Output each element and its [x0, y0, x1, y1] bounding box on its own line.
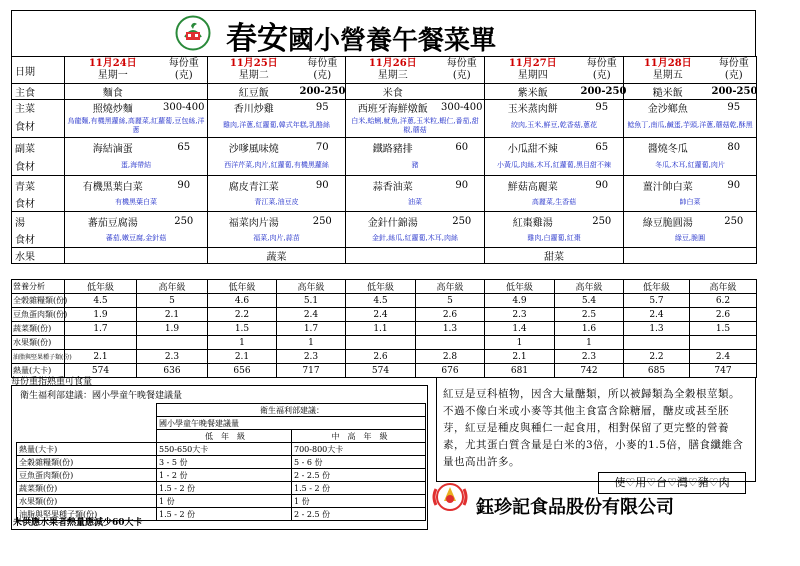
day-5-main-qty: 95 — [712, 100, 757, 116]
nutrition-value: 742 — [555, 364, 624, 378]
nutrition-value: 1 — [485, 336, 555, 350]
rec-col-low: 低 年 級 — [157, 430, 292, 443]
nutrition-value: 717 — [277, 364, 346, 378]
nutrition-value: 2.1 — [208, 350, 277, 364]
day-4-date-cell — [485, 57, 581, 84]
fruit-label: 水果 — [12, 247, 65, 263]
day-3-veg-ingredients: 油菜 — [346, 195, 485, 211]
day-3-soup-qty: 250 — [440, 211, 485, 231]
day-1-weekday: 星期一 — [97, 70, 128, 81]
weight-unit: (克) — [313, 70, 332, 81]
grade-low-head: 低年級 — [208, 280, 277, 294]
main-dish-row — [12, 100, 757, 116]
recommendation-high: 700-800大卡 — [292, 443, 426, 456]
nutrition-value: 1.9 — [65, 308, 137, 322]
day-5-side-ingredients: 冬瓜,木耳,紅蘿蔔,肉片 — [624, 157, 757, 175]
nutrition-value — [346, 336, 416, 350]
recommendation-high: 5 - 6 份 — [292, 456, 426, 469]
day-1-fruit — [65, 247, 208, 263]
recommendation-low: 3 - 5 份 — [157, 456, 292, 469]
weight-label: 每份重 — [446, 58, 477, 69]
recommendation-label: 熱量(大卡) — [17, 443, 157, 456]
day-5-fruit — [624, 247, 757, 263]
nutrition-value: 1.1 — [346, 322, 416, 336]
nutrition-value: 2.3 — [277, 350, 346, 364]
nutrition-value: 676 — [416, 364, 485, 378]
day-1-staple: 麵食 — [65, 84, 161, 100]
taiwan-pork-badge: 使♡用♡台♡灣♡豬♡肉 — [598, 472, 746, 494]
nutrition-value — [137, 336, 208, 350]
ingredients-label: 食材 — [12, 115, 65, 137]
title-school-name: 春安 — [226, 21, 288, 57]
weight-label: 每份重 — [168, 58, 199, 69]
veg-label: 青菜 — [12, 175, 65, 195]
day-5-soup-qty: 250 — [712, 211, 757, 231]
nutrition-row-label: 油脂與堅果種子類(份) — [12, 350, 65, 364]
day-5-staple-qty: 200-250 — [712, 84, 757, 100]
day-5-main-ingredients: 鯰魚丁,南瓜,鹹蛋,芋頭,洋蔥,蘑菇乾,酥黑 — [624, 115, 757, 137]
weight-label: 每份重 — [718, 58, 749, 69]
nutrition-value: 5.4 — [555, 294, 624, 308]
recommendation-low: 1.5 - 2 份 — [157, 482, 292, 495]
day-3-soup-dish: 金針什錦湯 — [346, 211, 440, 231]
rec-sub-title-2: 國小學童午晚餐建議量 — [157, 417, 426, 430]
day-2-veg-ingredients: 青江菜,油豆皮 — [208, 195, 346, 211]
recommendation-low: 1 - 2 份 — [157, 469, 292, 482]
day-4-staple: 紫米飯 — [485, 84, 581, 100]
nutrition-row — [12, 336, 757, 350]
recommendation-footer: 未供應水果者熱量應減少60大卡 — [13, 518, 143, 528]
day-2-veg-dish: 腐皮青江菜 — [208, 175, 300, 195]
veg-dish-row — [12, 175, 757, 195]
nutrition-value: 2.8 — [416, 350, 485, 364]
nutrition-value: 2.1 — [485, 350, 555, 364]
day-4-main-qty: 95 — [581, 100, 624, 116]
recommendation-low: 550-650大卡 — [157, 443, 292, 456]
day-1-main-ingredients: 烏龍麵,有機黑蘿絲,高麗菜,紅蘿蔔,豆包絲,洋蔥 — [65, 115, 208, 137]
main-label: 主菜 — [12, 100, 65, 116]
day-2-fruit: 蔬菜 — [208, 247, 346, 263]
day-5-veg-ingredients: 帥白菜 — [624, 195, 757, 211]
weight-label: 每份重 — [307, 58, 338, 69]
day-4-main-ingredients: 絞肉,玉米,鮮豆,乾香菇,蔥花 — [485, 115, 624, 137]
nutrition-value: 1 — [277, 336, 346, 350]
day-4-veg-ingredients: 高麗菜,生香菇 — [485, 195, 624, 211]
nutrition-row-label: 熱量(大卡) — [12, 364, 65, 378]
soup-dish-row — [12, 211, 757, 231]
fruit-row — [12, 247, 757, 263]
day-3-main-dish: 西班牙海鮮燉飯 — [346, 100, 440, 116]
day-3-staple-qty — [440, 84, 485, 100]
ingredients-label: 食材 — [12, 157, 65, 175]
ingredients-label: 食材 — [12, 195, 65, 211]
day-4-fruit: 甜菜 — [485, 247, 624, 263]
nutrition-row — [12, 308, 757, 322]
nutrition-value: 5.7 — [624, 294, 690, 308]
day-1-soup-dish: 蕃茄豆腐湯 — [65, 211, 161, 231]
recommendation-high: 1 份 — [292, 495, 426, 508]
day-1-veg-dish: 有機黑葉白菜 — [65, 175, 161, 195]
nutrition-row — [12, 364, 757, 378]
day-1-soup-ingredients: 蕃茄,嫩豆腐,金針菇 — [65, 231, 208, 247]
day-3-veg-qty: 90 — [440, 175, 485, 195]
nutrition-value: 1 — [555, 336, 624, 350]
title-text: 國小營養午餐菜單 — [288, 26, 497, 56]
side-ingredients-row — [12, 157, 757, 175]
nutrition-value: 2.4 — [277, 308, 346, 322]
nutrition-value — [416, 336, 485, 350]
recommendation-label: 全穀雜糧類(份) — [17, 456, 157, 469]
day-1-date-cell — [65, 57, 161, 84]
day-3-main-ingredients: 白米,蛤蜊,魷魚,洋蔥,玉米粒,蝦仁,番茄,甜椒,蘑菇 — [346, 115, 485, 137]
day-3-weight-head — [440, 57, 485, 84]
day-1-veg-ingredients: 有機黑葉白菜 — [65, 195, 208, 211]
nutrition-value — [65, 336, 137, 350]
nutrition-value: 5 — [137, 294, 208, 308]
nutrition-value: 1.7 — [277, 322, 346, 336]
day-3-staple: 米食 — [346, 84, 440, 100]
rec-col-high: 中 高 年 級 — [292, 430, 426, 443]
nutrition-header-row — [12, 280, 757, 294]
nutrition-row-label: 豆魚蛋肉類(份) — [12, 308, 65, 322]
day-4-weight-head — [581, 57, 624, 84]
staple-label: 主食 — [12, 84, 65, 100]
day-3-side-qty: 60 — [440, 137, 485, 157]
day-3-soup-ingredients: 金針,絲瓜,紅蘿蔔,木耳,肉絲 — [346, 231, 485, 247]
recommendation-low: 1.5 - 2 份 — [157, 508, 292, 521]
nutrition-value: 2.3 — [137, 350, 208, 364]
grade-high-head: 高年級 — [277, 280, 346, 294]
day-4-side-ingredients: 小黃瓜,肉絲,木耳,紅蘿蔔,黑目甜不辣 — [485, 157, 624, 175]
weight-unit: (克) — [452, 70, 471, 81]
side-label: 副菜 — [12, 137, 65, 157]
day-2-side-ingredients: 西洋芹菜,肉片,紅蘿蔔,有機黑蘿絲 — [208, 157, 346, 175]
day-4-date: 11月27日 — [508, 58, 557, 69]
day-3-date: 11月26日 — [368, 58, 417, 69]
grade-high-head: 高年級 — [555, 280, 624, 294]
nutrition-value: 747 — [690, 364, 757, 378]
day-2-soup-ingredients: 福菜,肉片,蒜苗 — [208, 231, 346, 247]
day-4-veg-dish: 鮮菇高麗菜 — [485, 175, 581, 195]
red-bean-note: 紅豆是豆科植物，因含大量醣類，所以被歸類為全穀根莖類。不過不像白米或小麥等其他主食富含除糖層，醣皮或甚至胚芽，紅豆是種皮與種仁一起食用，相對保留了更完整的營養素，尤其蛋白質含量是白米的3倍，小麥的1.5倍，膳食纖維含量也高出許多。 — [436, 377, 756, 482]
day-2-veg-qty: 90 — [300, 175, 346, 195]
recommendation-box — [11, 385, 428, 530]
nutrition-value: 2.1 — [137, 308, 208, 322]
weekly-menu-table — [11, 56, 757, 264]
day-4-soup-qty: 250 — [581, 211, 624, 231]
soup-ingredients-row — [12, 231, 757, 247]
recommendation-row — [17, 443, 426, 456]
recommendation-high: 2 - 2.5 份 — [292, 469, 426, 482]
grade-low-head: 低年級 — [485, 280, 555, 294]
day-2-main-dish: 香川炒雞 — [208, 100, 300, 116]
day-1-staple-qty — [161, 84, 208, 100]
day-3-fruit — [346, 247, 485, 263]
ingredients-label: 食材 — [12, 231, 65, 247]
day-1-side-dish: 海結滷蛋 — [65, 137, 161, 157]
nutrition-value: 2.6 — [346, 350, 416, 364]
day-5-soup-dish: 綠豆脆圓湯 — [624, 211, 712, 231]
day-2-soup-dish: 福菜肉片湯 — [208, 211, 300, 231]
nutrition-value: 1.5 — [690, 322, 757, 336]
nutrition-row-label: 全榖雜糧類(份) — [12, 294, 65, 308]
day-5-date: 11月28日 — [643, 58, 692, 69]
day-4-soup-dish: 紅棗雞湯 — [485, 211, 581, 231]
nutrition-value: 1.5 — [208, 322, 277, 336]
recommendation-table — [16, 403, 426, 521]
day-4-weekday: 星期四 — [517, 70, 548, 81]
day-1-main-qty: 300-400 — [161, 100, 208, 116]
recommendation-row — [17, 469, 426, 482]
nutrition-value: 2.2 — [624, 350, 690, 364]
page-title — [226, 13, 496, 58]
rec-blank — [17, 430, 157, 443]
nutrition-value: 1.3 — [624, 322, 690, 336]
rec-blank — [17, 417, 157, 430]
day-2-side-qty: 70 — [300, 137, 346, 157]
nutrition-value: 1 — [208, 336, 277, 350]
nutrition-value: 1.6 — [555, 322, 624, 336]
day-5-veg-dish: 薑汁帥白菜 — [624, 175, 712, 195]
nutrition-value: 2.4 — [346, 308, 416, 322]
main-ingredients-row — [12, 115, 757, 137]
nutrition-value: 5 — [416, 294, 485, 308]
nutrition-value: 685 — [624, 364, 690, 378]
day-4-veg-qty: 90 — [581, 175, 624, 195]
day-2-staple: 紅豆飯 — [208, 84, 300, 100]
recommendation-label: 油脂與堅果種子類(份) — [17, 508, 157, 521]
staple-row — [12, 84, 757, 100]
day-1-weight-head — [161, 57, 208, 84]
rec-blank — [17, 404, 157, 417]
grade-high-head: 高年級 — [137, 280, 208, 294]
day-5-main-dish: 金沙鄉魚 — [624, 100, 712, 116]
recommendation-high: 2 - 2.5 份 — [292, 508, 426, 521]
nutrition-value: 1.3 — [416, 322, 485, 336]
nutrition-value: 681 — [485, 364, 555, 378]
day-4-staple-qty: 200-250 — [581, 84, 624, 100]
menu-page — [11, 10, 756, 530]
day-1-main-dish: 照燒炒麵 — [65, 100, 161, 116]
nutrition-value: 2.4 — [690, 350, 757, 364]
nutrition-value: 1.4 — [485, 322, 555, 336]
day-2-staple-qty: 200-250 — [300, 84, 346, 100]
nutrition-row-label: 蔬菜類(份) — [12, 322, 65, 336]
nutrition-value: 2.6 — [416, 308, 485, 322]
day-4-side-qty: 65 — [581, 137, 624, 157]
day-5-soup-ingredients: 綠豆,脆圓 — [624, 231, 757, 247]
recommendation-label: 蔬菜類(份) — [17, 482, 157, 495]
weight-unit: (克) — [174, 70, 193, 81]
day-1-date: 11月24日 — [88, 58, 137, 69]
weight-unit: (克) — [724, 70, 743, 81]
day-5-date-cell — [624, 57, 712, 84]
company-name: 鈺珍記食品股份有限公司 — [476, 497, 674, 518]
school-logo-icon — [175, 15, 211, 51]
nutrition-value: 6.2 — [690, 294, 757, 308]
nutrition-table — [11, 279, 757, 378]
menu-header — [11, 10, 756, 56]
nutrition-row-label: 水果類(份) — [12, 336, 65, 350]
day-2-main-qty: 95 — [300, 100, 346, 116]
nutrition-value: 5.1 — [277, 294, 346, 308]
rec-sub-title-1: 衛生福利部建議： — [157, 404, 426, 417]
day-5-veg-qty: 90 — [712, 175, 757, 195]
recommendation-label: 水果類(份) — [17, 495, 157, 508]
nutrition-value: 2.2 — [208, 308, 277, 322]
day-1-veg-qty: 90 — [161, 175, 208, 195]
day-3-date-cell — [346, 57, 440, 84]
nutrition-value — [690, 336, 757, 350]
company-logo-icon — [428, 479, 472, 515]
nutrition-value: 4.6 — [208, 294, 277, 308]
nutrition-row — [12, 350, 757, 364]
nutrition-value: 1.9 — [137, 322, 208, 336]
day-3-veg-dish: 蒜香油菜 — [346, 175, 440, 195]
day-2-date: 11月25日 — [229, 58, 278, 69]
nutrition-row — [12, 322, 757, 336]
portion-tip: 每份重指熟重可食量 — [11, 377, 93, 387]
soup-label: 湯 — [12, 211, 65, 231]
day-3-weekday: 星期三 — [377, 70, 408, 81]
recommendation-high: 1.5 - 2 份 — [292, 482, 426, 495]
day-2-soup-qty: 250 — [300, 211, 346, 231]
grade-low-head: 低年級 — [624, 280, 690, 294]
nutrition-value: 2.6 — [690, 308, 757, 322]
date-row — [12, 57, 757, 84]
date-label: 日期 — [12, 57, 65, 84]
nutrition-value: 1.7 — [65, 322, 137, 336]
nutrition-header-label: 營養分析 — [12, 280, 65, 294]
nutrition-value: 4.5 — [346, 294, 416, 308]
nutrition-value: 4.5 — [65, 294, 137, 308]
nutrition-value: 2.1 — [65, 350, 137, 364]
grade-high-head: 高年級 — [416, 280, 485, 294]
recommendation-row — [17, 482, 426, 495]
day-5-side-qty: 80 — [712, 137, 757, 157]
day-3-main-qty: 300-400 — [440, 100, 485, 116]
day-2-weight-head — [300, 57, 346, 84]
nutrition-row — [12, 294, 757, 308]
weight-unit: (克) — [592, 70, 611, 81]
day-4-side-dish: 小瓜甜不辣 — [485, 137, 581, 157]
day-3-side-ingredients: 豬 — [346, 157, 485, 175]
veg-ingredients-row — [12, 195, 757, 211]
grade-low-head: 低年級 — [346, 280, 416, 294]
day-2-weekday: 星期二 — [238, 70, 269, 81]
day-1-soup-qty: 250 — [161, 211, 208, 231]
nutrition-value: 2.5 — [555, 308, 624, 322]
day-5-weekday: 星期五 — [652, 70, 683, 81]
grade-high-head: 高年級 — [690, 280, 757, 294]
day-1-side-ingredients: 蛋,海帶結 — [65, 157, 208, 175]
nutrition-value: 574 — [346, 364, 416, 378]
weight-label: 每份重 — [586, 58, 617, 69]
day-4-soup-ingredients: 雞肉,白蘿蔔,紅棗 — [485, 231, 624, 247]
day-5-weight-head — [712, 57, 757, 84]
day-2-side-dish: 沙嗲風味燒 — [208, 137, 300, 157]
day-5-staple: 糙米飯 — [624, 84, 712, 100]
day-5-side-dish: 醬燒冬瓜 — [624, 137, 712, 157]
day-4-main-dish: 玉米蒸肉餅 — [485, 100, 581, 116]
nutrition-value: 2.3 — [485, 308, 555, 322]
nutrition-value: 636 — [137, 364, 208, 378]
recommendation-label: 豆魚蛋肉類(份) — [17, 469, 157, 482]
nutrition-value: 2.3 — [555, 350, 624, 364]
recommendation-row — [17, 495, 426, 508]
recommendation-low: 1 份 — [157, 495, 292, 508]
day-3-side-dish: 鐵路豬排 — [346, 137, 440, 157]
nutrition-value — [624, 336, 690, 350]
day-2-date-cell — [208, 57, 300, 84]
nutrition-value: 656 — [208, 364, 277, 378]
day-2-main-ingredients: 雞肉,洋蔥,紅蘿蔔,韓式年糕,乳酪絲 — [208, 115, 346, 137]
recommendation-row — [17, 456, 426, 469]
day-1-side-qty: 65 — [161, 137, 208, 157]
nutrition-value: 574 — [65, 364, 137, 378]
grade-low-head: 低年級 — [65, 280, 137, 294]
recommendation-heading: 衛生福利部建議：國小學童午晚餐建議量 — [20, 391, 183, 401]
side-dish-row — [12, 137, 757, 157]
nutrition-value: 4.9 — [485, 294, 555, 308]
nutrition-value: 2.4 — [624, 308, 690, 322]
